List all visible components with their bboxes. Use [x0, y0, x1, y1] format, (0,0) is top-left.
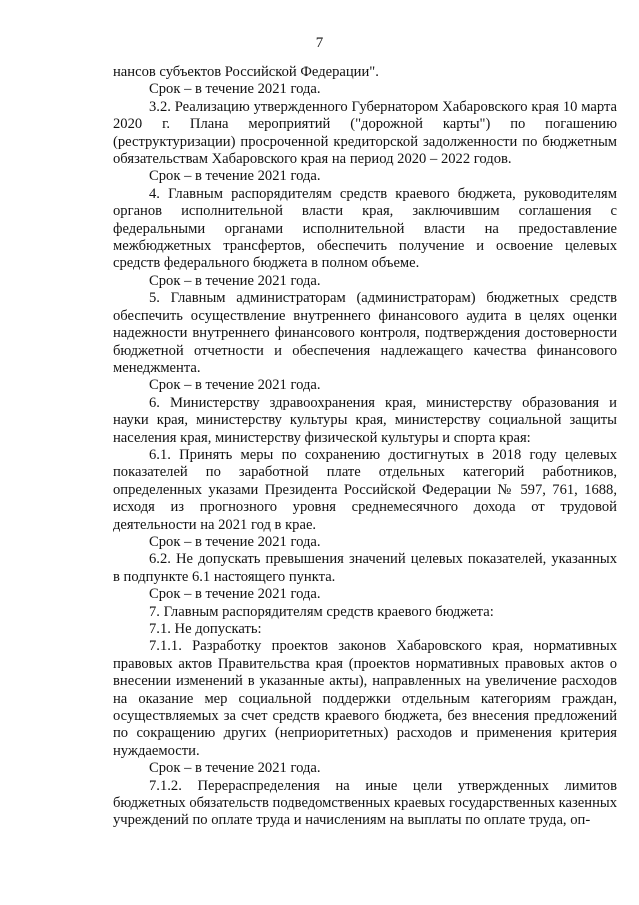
paragraph: 7.1. Не допускать: — [149, 621, 262, 637]
paragraph: 6.1. Принять меры по сохранению достигнутых в 2018 году целевых показателей по заработной плате отдельных категорий работников, определенных указами Президента Российской Федерации № 597, 761, 1688, исходя из прогнозного уровня среднемесячного дохода от трудовой деятельности на 2021 год в крае. — [113, 446, 617, 533]
deadline-line: Срок – в течение 2021 года. — [149, 533, 321, 550]
page-number: 7 — [315, 35, 324, 51]
deadline-line: Срок – в течение 2021 года. — [149, 586, 321, 603]
deadline-line: Срок – в течение 2021 года. — [149, 168, 321, 185]
paragraph: 6. Министерству здравоохранения края, министерству образования и науки края, министерству культуры края, министерству социальной защиты населения края, министерству физической культуры и спорта края: — [113, 394, 617, 446]
paragraph: 6.2. Не допускать превышения значений целевых показателей, указанных в подпункте 6.1 настоящего пункта. — [113, 551, 617, 585]
deadline-line: Срок – в течение 2021 года. — [149, 81, 321, 98]
deadline-line: Срок – в течение 2021 года. — [149, 272, 321, 289]
deadline-line: Срок – в течение 2021 года. — [149, 377, 321, 394]
paragraph: 3.2. Реализацию утвержденного Губернатором Хабаровского края 10 марта 2020 г. Плана мероприятий ("дорожной карты") по погашению (реструктуризации) просроченной кредиторской задолженности по бюджетным обязательствам Хабаровского края на период 2020 – 2022 годов. — [113, 98, 617, 168]
paragraph: нансов субъектов Российской Федерации". — [113, 64, 379, 80]
paragraph: 7.1.1. Разработку проектов законов Хабаровского края, нормативных правовых актов Правительства края (проектов нормативных правовых актов о внесении изменений в указанные акты), направленных на увеличение расходов на оказание мер социальной поддержки отдельным категориям граждан, осуществляемых за счет средств краевого бюджета, без внесения предложений по сокращению других (неприоритетных) расходов и применения критерия нуждаемости. — [113, 638, 617, 759]
document-body — [113, 64, 617, 830]
deadline-line: Срок – в течение 2021 года. — [149, 760, 321, 777]
paragraph: 5. Главным администраторам (администраторам) бюджетных средств обеспечить осуществление внутреннего финансового аудита в целях оценки надежности внутреннего финансового контроля, подтверждения достоверности бюджетной отчетности и обеспечения надлежащего качества финансового менеджмента. — [113, 290, 617, 376]
paragraph: 7. Главным распорядителям средств краевого бюджета: — [149, 603, 494, 620]
paragraph: 7.1.2. Перераспределения на иные цели утвержденных лимитов бюджетных обязательств подведомственных краевых государственных казенных учреждений по оплате труда и начислениям на выплаты по оплате труда, оп- — [113, 777, 617, 829]
paragraph: 4. Главным распорядителям средств краевого бюджета, руководителям органов исполнительной власти края, заключившим соглашения с федеральными органами исполнительной власти на предоставление межбюджетных трансфертов, обеспечить получение и освоение целевых средств федерального бюджета в полном объеме. — [113, 185, 617, 272]
